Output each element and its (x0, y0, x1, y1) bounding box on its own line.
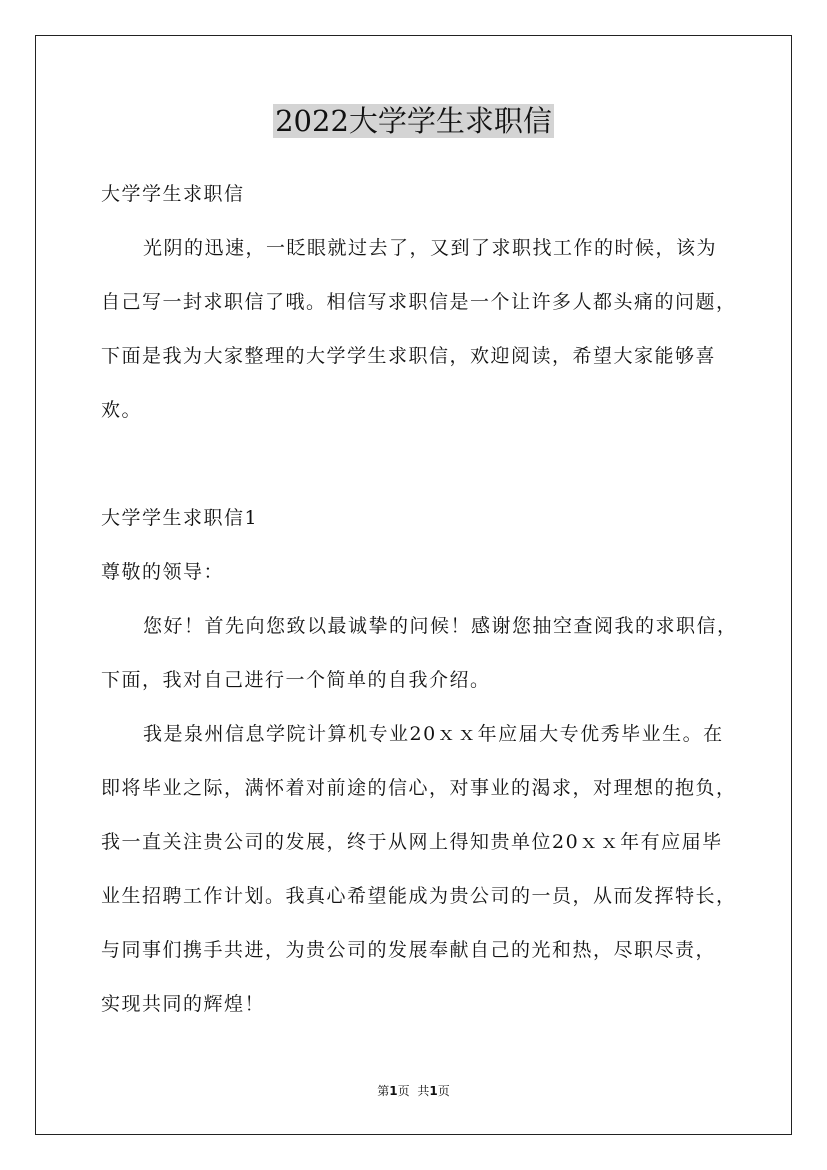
document-subtitle: 大学学生求职信 (101, 183, 245, 205)
paragraph1-line-2: 下面，我对自己进行一个简单的自我介绍。 (101, 669, 491, 691)
salutation: 尊敬的领导： (101, 561, 225, 583)
intro-line-3: 下面是我为大家整理的大学学生求职信，欢迎阅读，希望大家能够喜 (101, 345, 717, 367)
paragraph1-line-1: 您好！首先向您致以最诚挚的问候！感谢您抽空查阅我的求职信， (143, 615, 738, 637)
footer-page-prefix: 第 (377, 1084, 390, 1098)
intro-line-4: 欢。 (101, 399, 143, 421)
paragraph2-line-3: 我一直关注贵公司的发展，终于从网上得知贵单位20ｘｘ年有应届毕 (101, 831, 723, 853)
section-heading: 大学学生求职信1 (101, 507, 259, 529)
footer-total-suffix: 页 (437, 1084, 450, 1098)
footer-total-pages: 1 (429, 1084, 438, 1098)
letter-body (101, 491, 737, 1031)
footer-total-prefix: 共 (417, 1084, 430, 1098)
footer-page-current: 1 (389, 1084, 398, 1098)
paragraph2-line-5: 与同事们携手共进，为贵公司的发展奉献自己的光和热，尽职尽责， (101, 939, 717, 961)
document-body (101, 167, 737, 437)
paragraph2-line-6: 实现共同的辉煌！ (101, 993, 266, 1015)
document-title-text: 2022大学学生求职信 (275, 104, 552, 138)
footer-page-suffix: 页 (397, 1084, 410, 1098)
page-footer (0, 1083, 827, 1099)
intro-line-1: 光阴的迅速，一眨眼就过去了，又到了求职找工作的时候，该为 (143, 237, 718, 259)
document-title (0, 100, 827, 142)
paragraph2-line-2: 即将毕业之际，满怀着对前途的信心，对事业的渴求，对理想的抱负， (101, 777, 737, 799)
paragraph2-line-4: 业生招聘工作计划。我真心希望能成为贵公司的一员，从而发挥特长， (101, 885, 737, 907)
intro-line-2: 自己写一封求职信了哦。相信写求职信是一个让许多人都头痛的问题， (101, 291, 737, 313)
paragraph2-line-1: 我是泉州信息学院计算机专业20ｘｘ年应届大专优秀毕业生。在 (143, 723, 724, 745)
